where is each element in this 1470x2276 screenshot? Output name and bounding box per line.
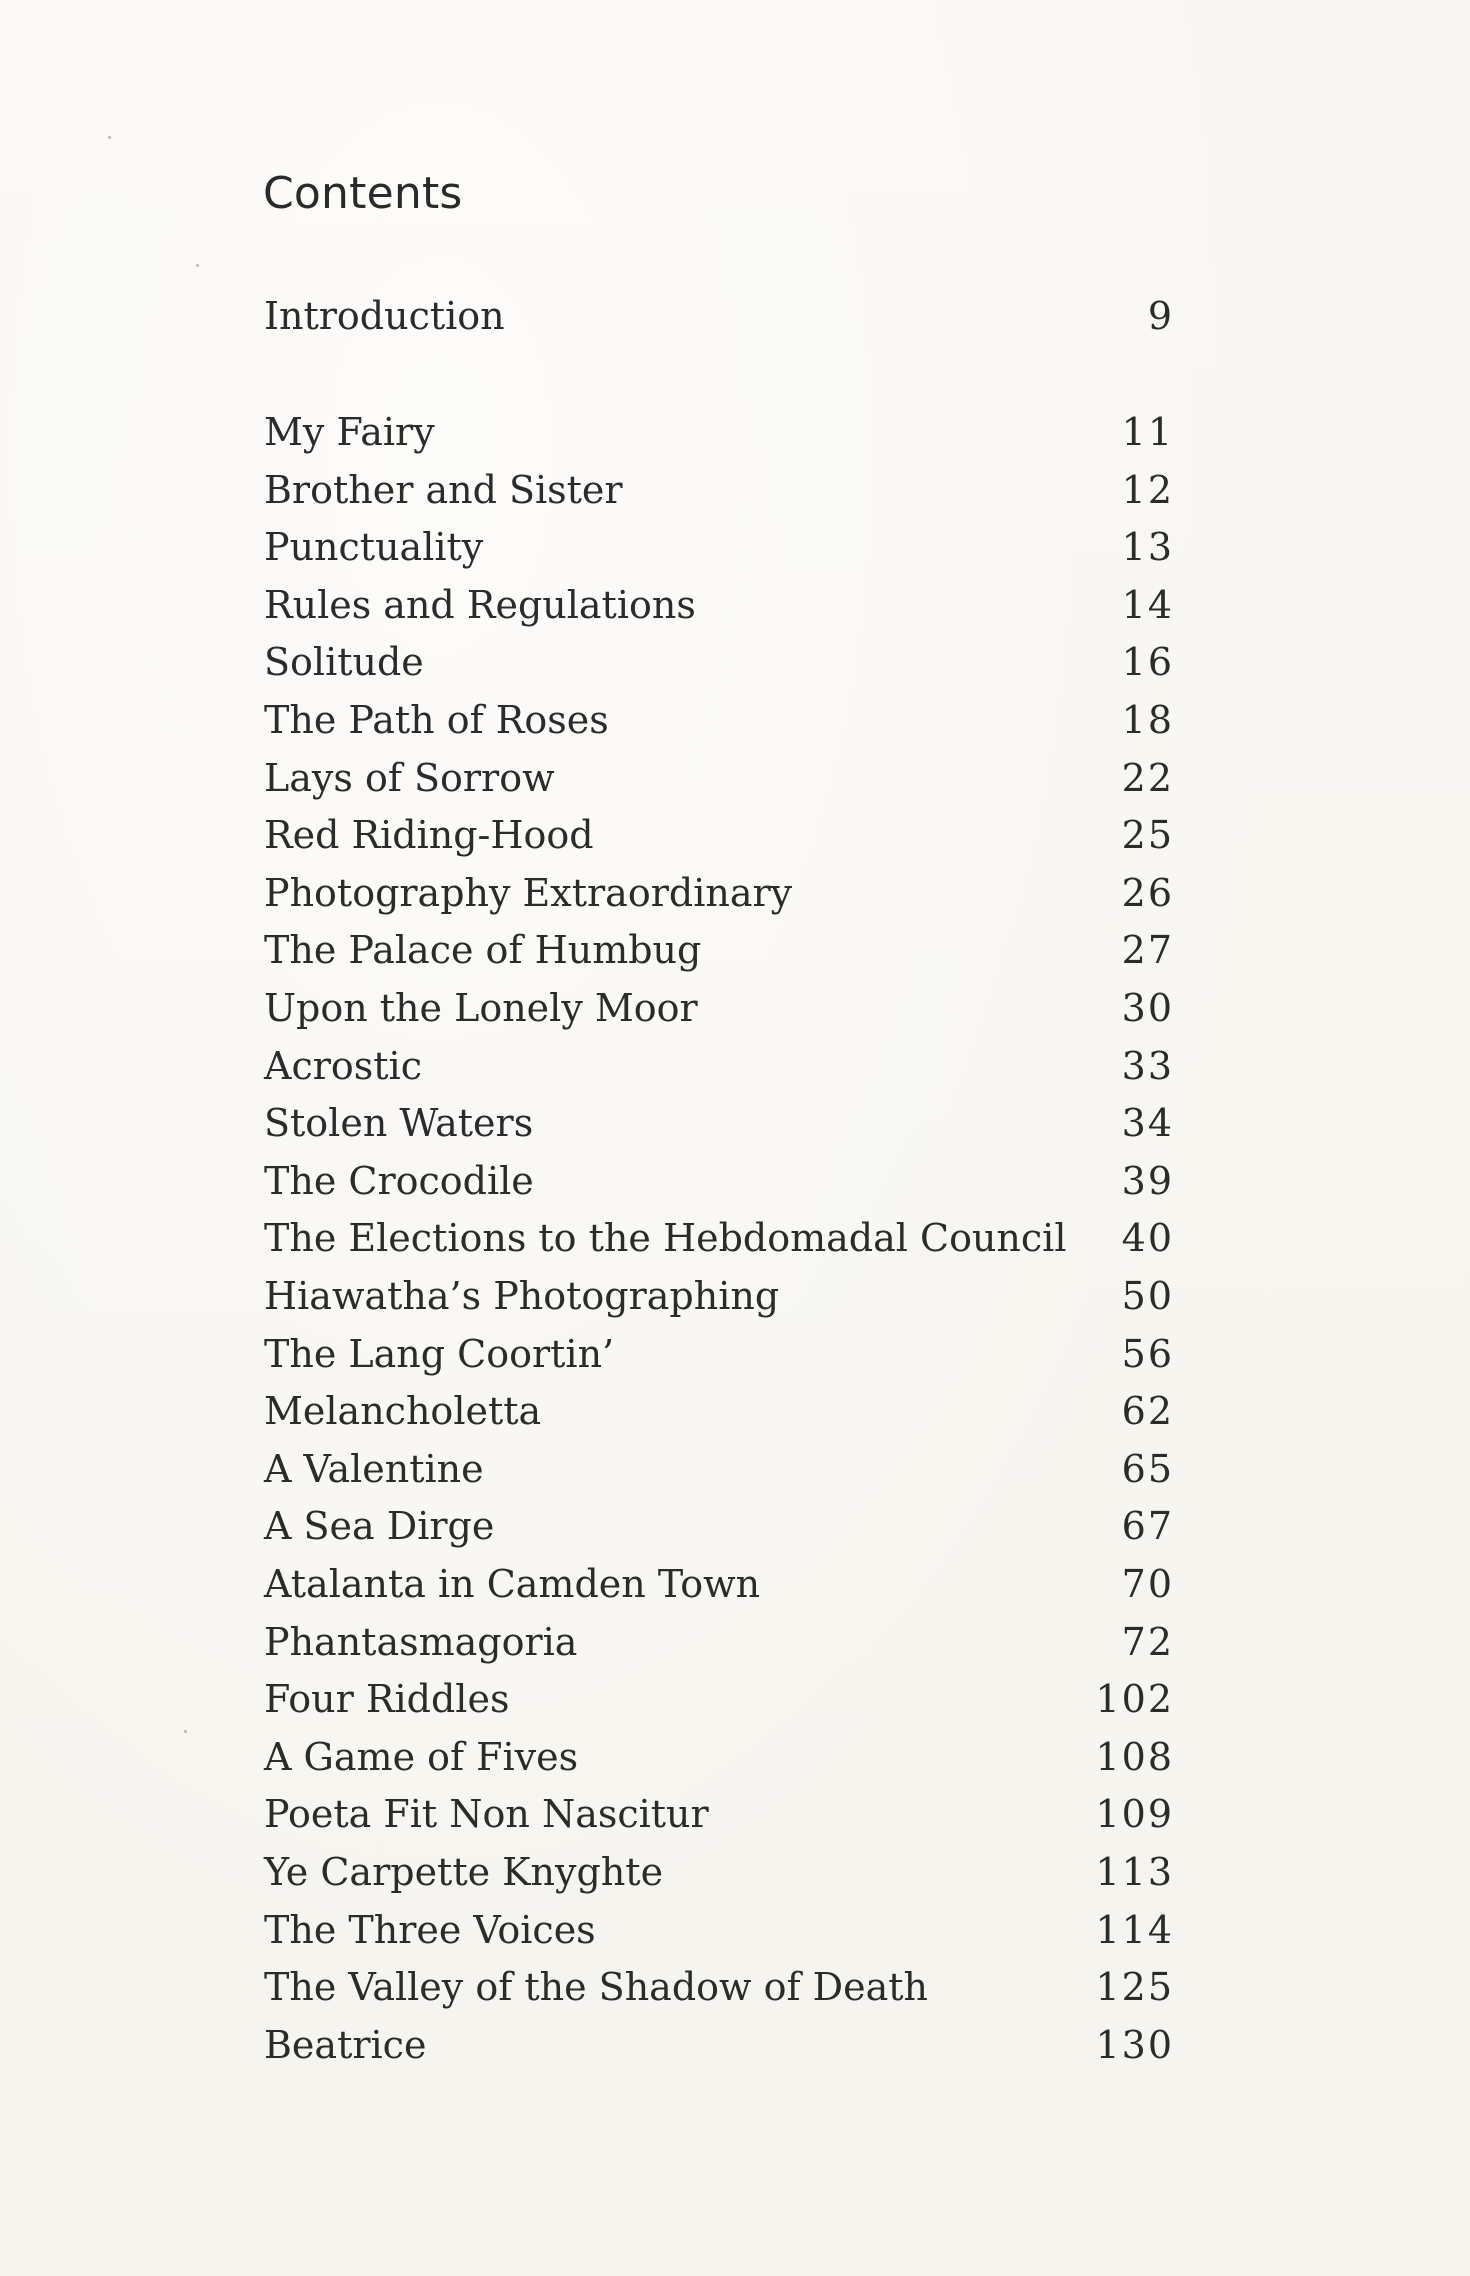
toc-entry-title: Upon the Lonely Moor [264, 986, 698, 1030]
page-speck [108, 136, 111, 139]
toc-entry-title: Brother and Sister [264, 468, 623, 512]
toc-entry-page-number: 33 [1121, 1044, 1174, 1088]
toc-entry-page-number: 13 [1121, 525, 1174, 569]
toc-entry [264, 809, 1174, 861]
toc-entry [264, 1155, 1174, 1207]
contents-heading: Contents [263, 168, 463, 219]
toc-entry-page-number: 22 [1121, 756, 1174, 800]
toc-entry-title: The Path of Roses [264, 698, 609, 742]
toc-entry [264, 1846, 1174, 1898]
toc-entry-title: Ye Carpette Knyghte [264, 1850, 664, 1894]
toc-entry-page-number: 12 [1121, 468, 1174, 512]
toc-entry-page-number: 114 [1095, 1908, 1174, 1952]
toc-entry-title: Red Riding-Hood [264, 813, 594, 857]
toc-entry-page-number: 39 [1121, 1159, 1174, 1203]
toc-entry-page-number: 130 [1095, 2023, 1174, 2067]
toc-entry-title: Acrostic [264, 1044, 422, 1088]
toc-entry [264, 636, 1174, 688]
toc-entry [264, 1212, 1174, 1264]
toc-entry-page-number: 40 [1121, 1216, 1174, 1260]
toc-entry-page-number: 125 [1095, 1965, 1174, 2009]
toc-entry-title: My Fairy [264, 410, 435, 454]
toc-entry-page-number: 70 [1121, 1562, 1174, 1606]
toc-entry-page-number: 34 [1121, 1101, 1174, 1145]
toc-entry-page-number: 102 [1095, 1677, 1174, 1721]
toc-entry-page-number: 9 [1147, 294, 1174, 338]
toc-entry-title: The Crocodile [264, 1159, 534, 1203]
toc-entry [264, 1097, 1174, 1149]
toc-entry-page-number: 62 [1121, 1389, 1174, 1433]
toc-entry-page-number: 108 [1095, 1735, 1174, 1779]
toc-entry [264, 1558, 1174, 1610]
toc-entry-page-number: 30 [1121, 986, 1174, 1030]
page-speck [184, 1730, 187, 1733]
toc-entry [264, 521, 1174, 573]
toc-entry-title: The Lang Coortin’ [264, 1332, 615, 1376]
toc-entry-title: The Three Voices [264, 1908, 596, 1952]
toc-entry [264, 1673, 1174, 1725]
toc-entry [264, 1961, 1174, 2013]
toc-entry-title: The Palace of Humbug [264, 928, 702, 972]
toc-entry-page-number: 50 [1121, 1274, 1174, 1318]
toc-entry [264, 464, 1174, 516]
toc-entry-title: Hiawatha’s Photographing [264, 1274, 780, 1318]
toc-entry-title: Introduction [264, 294, 505, 338]
toc-entry-title: Lays of Sorrow [264, 756, 555, 800]
toc-entry-introduction [264, 290, 1174, 342]
toc-entry [264, 1385, 1174, 1437]
toc-entry [264, 406, 1174, 458]
toc-entry-title: Punctuality [264, 525, 484, 569]
toc-entry-title: Atalanta in Camden Town [264, 1562, 761, 1606]
toc-entry-page-number: 109 [1095, 1792, 1174, 1836]
toc-entry-page-number: 25 [1121, 813, 1174, 857]
toc-entry [264, 924, 1174, 976]
toc-entry-title: Rules and Regulations [264, 583, 696, 627]
toc-entry-title: Phantasmagoria [264, 1620, 578, 1664]
toc-entry [264, 1731, 1174, 1783]
toc-entry [264, 1788, 1174, 1840]
toc-entry [264, 1616, 1174, 1668]
toc-entry-page-number: 65 [1121, 1447, 1174, 1491]
toc-entry-page-number: 16 [1121, 640, 1174, 684]
toc-entry [264, 2019, 1174, 2071]
toc-entry-title: A Game of Fives [264, 1735, 579, 1779]
toc-entry [264, 1328, 1174, 1380]
toc-entry [264, 752, 1174, 804]
toc-entry [264, 694, 1174, 746]
toc-entry-title: Melancholetta [264, 1389, 542, 1433]
toc-entry-title: The Valley of the Shadow of Death [264, 1965, 929, 2009]
toc-entry-title: The Elections to the Hebdomadal Council [264, 1216, 1067, 1260]
toc-entry [264, 1904, 1174, 1956]
toc-entry-title: Beatrice [264, 2023, 427, 2067]
toc-entry-page-number: 26 [1121, 871, 1174, 915]
page-speck [196, 264, 199, 267]
toc-entry [264, 1270, 1174, 1322]
toc-entry-page-number: 14 [1121, 583, 1174, 627]
toc-entry-page-number: 27 [1121, 928, 1174, 972]
toc-entry-title: Photography Extraordinary [264, 871, 793, 915]
toc-entry-title: A Sea Dirge [264, 1504, 495, 1548]
toc-entry [264, 867, 1174, 919]
toc-entry-page-number: 67 [1121, 1504, 1174, 1548]
toc-entry-page-number: 56 [1121, 1332, 1174, 1376]
toc-entry-title: Poeta Fit Non Nascitur [264, 1792, 709, 1836]
toc-entry-title: A Valentine [264, 1447, 484, 1491]
toc-entry-page-number: 18 [1121, 698, 1174, 742]
toc-entry-title: Solitude [264, 640, 424, 684]
toc-entry-page-number: 11 [1121, 410, 1174, 454]
toc-entry [264, 1040, 1174, 1092]
toc-entry-page-number: 113 [1095, 1850, 1174, 1894]
toc-entry [264, 1443, 1174, 1495]
toc-entry-title: Four Riddles [264, 1677, 510, 1721]
toc-entry [264, 982, 1174, 1034]
toc-entry-title: Stolen Waters [264, 1101, 534, 1145]
toc-entry-page-number: 72 [1121, 1620, 1174, 1664]
toc-entry [264, 579, 1174, 631]
toc-entry [264, 1500, 1174, 1552]
